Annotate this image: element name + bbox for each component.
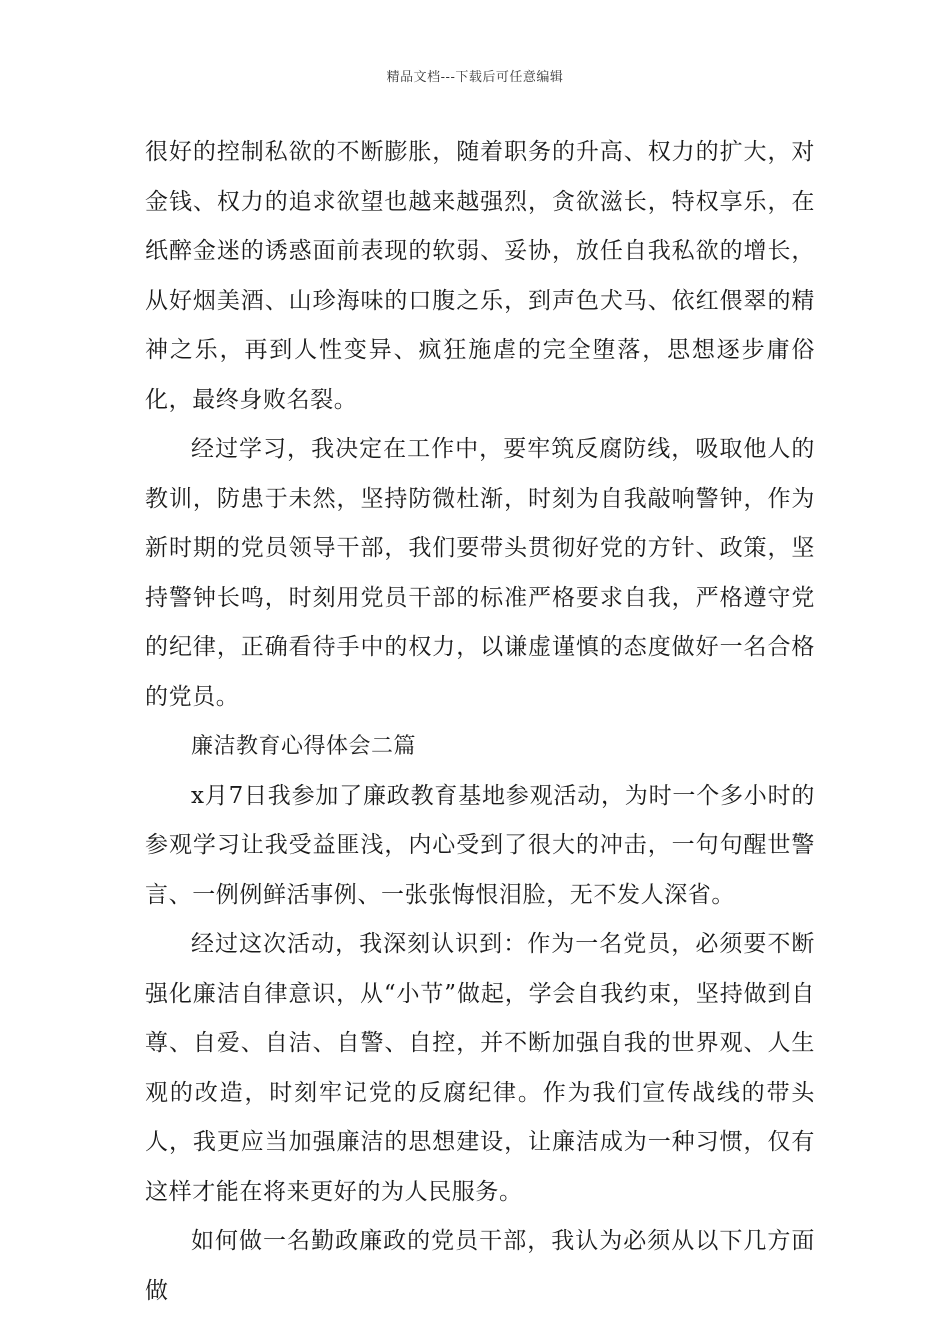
- paragraph-visit: x月7日我参加了廉政教育基地参观活动，为时一个多小时的参观学习让我受益匪浅，内心受到了很大的冲击，一句句醒世警言、一例例鲜活事例、一张张悔恨泪脸，无不发人深省。: [145, 782, 815, 908]
- paragraph-how-to: 如何做一名勤政廉政的党员干部，我认为必须从以下几方面做: [145, 1228, 815, 1304]
- paragraph-study-decision: 经过学习，我决定在工作中，要牢筑反腐防线，吸取他人的教训，防患于未然，坚持防微杜渐，时刻为自我敲响警钟，作为新时期的党员领导干部，我们要带头贯彻好党的方针、政策，坚持警钟长鸣，时刻用党员干部的标准严格要求自我，严格遵守党的纪律，正确看待手中的权力，以谦虚谨慎的态度做好一名合格的党员。: [145, 436, 815, 710]
- section-title: 廉洁教育心得体会二篇: [191, 734, 417, 759]
- document-body: [145, 128, 815, 1316]
- paragraph-realization: 经过这次活动，我深刻认识到：作为一名党员，必须要不断强化廉洁自律意识，从“小节”做起，学会自我约束，坚持做到自尊、自爱、自洁、自警、自控，并不断加强自我的世界观、人生观的改造，时刻牢记党的反腐纪律。作为我们宣传战线的带头人，我更应当加强廉洁的思想建设，让廉洁成为一种习惯，仅有这样才能在将来更好的为人民服务。: [145, 931, 815, 1205]
- page-header: 精品文档---下载后可任意编辑: [386, 70, 564, 85]
- paragraph-continuation: 很好的控制私欲的不断膨胀，随着职务的升高、权力的扩大，对金钱、权力的追求欲望也越来越强烈，贪欲滋长，特权享乐，在纸醉金迷的诱惑面前表现的软弱、妥协，放任自我私欲的增长，从好烟美酒、山珍海味的口腹之乐，到声色犬马、依红偎翠的精神之乐，再到人性变异、疯狂施虐的完全堕落，思想逐步庸俗化，最终身败名裂。: [145, 139, 815, 413]
